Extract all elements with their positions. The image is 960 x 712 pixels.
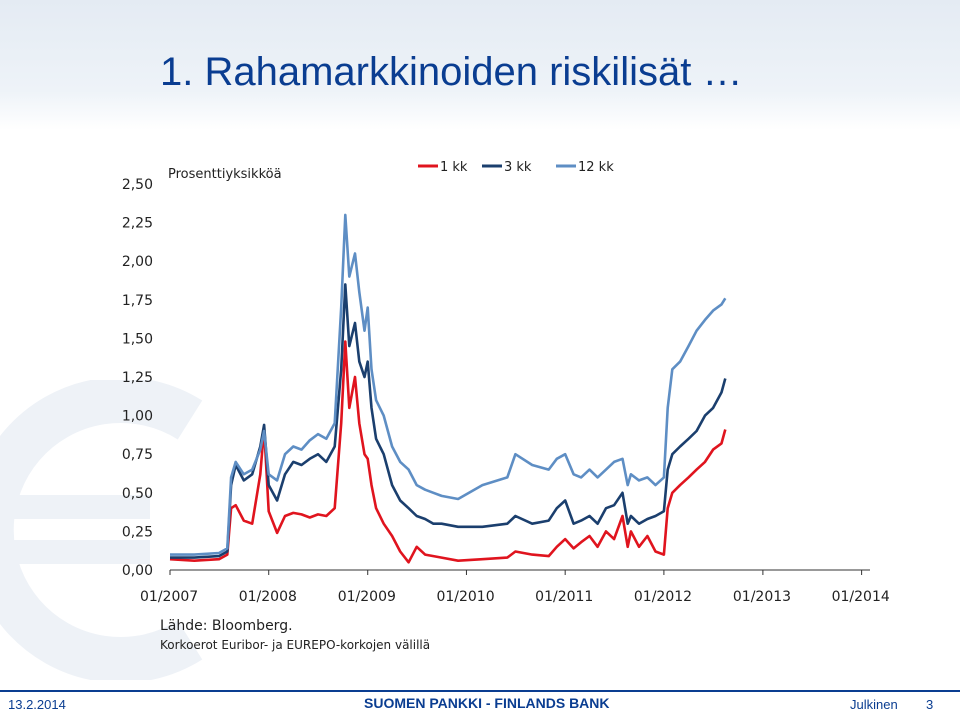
chart-series — [170, 215, 725, 562]
x-tick-label: 01/2009 — [337, 589, 396, 605]
legend-label: 12 kk — [578, 160, 614, 175]
page-title: 1. Rahamarkkinoiden riskilisät … — [160, 50, 743, 94]
y-tick-label: 0,50 — [121, 485, 153, 502]
footer-divider — [0, 690, 960, 692]
source-note: Lähde: Bloomberg. — [160, 618, 293, 634]
y-tick-label: 0,75 — [121, 447, 153, 464]
series-line-1kk — [170, 342, 725, 563]
x-tick-label: 01/2010 — [436, 589, 495, 605]
page-number: 3 — [926, 697, 934, 712]
y-axis-unit-label: Prosenttiyksikköä — [168, 167, 282, 182]
chart-legend — [418, 160, 614, 175]
y-tick-label: 1,25 — [121, 370, 153, 386]
x-tick-label: 01/2011 — [535, 589, 594, 605]
footer-organization: SUOMEN PANKKI - FINLANDS BANK — [364, 695, 610, 711]
x-tick-label: 01/2007 — [140, 589, 199, 605]
chart-footnote: Korkoerot Euribor- ja EUREPO-korkojen välillä — [160, 638, 431, 652]
y-tick-label: 2,00 — [121, 254, 153, 271]
y-tick-label: 1,00 — [121, 408, 153, 425]
y-tick-label: 2,50 — [121, 177, 153, 193]
legend-label: 3 kk — [504, 160, 532, 175]
x-tick-label: 01/2013 — [732, 589, 792, 605]
y-tick-label: 1,50 — [121, 331, 153, 348]
series-line-12kk — [170, 215, 725, 555]
x-tick-label: 01/2008 — [238, 589, 297, 605]
x-axis — [140, 570, 890, 605]
y-tick-label: 1,75 — [121, 292, 153, 309]
y-tick-label: 0,25 — [121, 524, 153, 541]
legend-label: 1 kk — [440, 160, 468, 175]
x-tick-label: 01/2012 — [633, 589, 693, 605]
footer-date: 13.2.2014 — [8, 697, 66, 712]
y-tick-label: 0,00 — [121, 563, 153, 579]
y-tick-label: 2,25 — [121, 215, 153, 232]
footer-classification: Julkinen — [850, 697, 898, 712]
x-tick-label: 01/2014 — [831, 589, 890, 605]
y-axis — [122, 177, 153, 579]
